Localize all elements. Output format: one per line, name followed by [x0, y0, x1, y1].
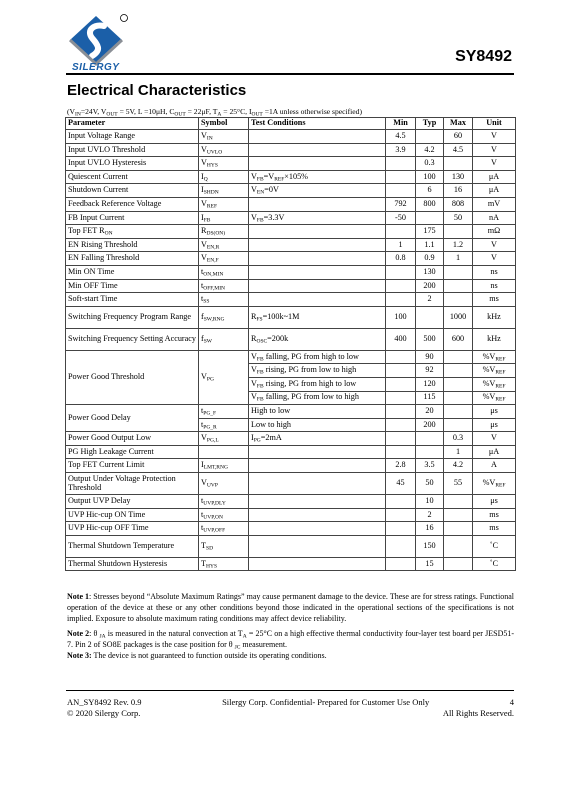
param-cell: Thermal Shutdown Temperature — [66, 535, 199, 557]
unit-cell: ms — [473, 293, 516, 307]
max-cell — [444, 377, 473, 391]
max-cell — [444, 557, 473, 571]
unit-cell: V — [473, 252, 516, 266]
electrical-characteristics-table — [65, 117, 516, 571]
typ-cell: 92 — [416, 364, 444, 378]
max-cell — [444, 364, 473, 378]
condition-cell: Low to high — [249, 418, 386, 432]
condition-cell: $R_{FS}=100k\sim 1M$ — [249, 306, 386, 328]
min-cell — [386, 418, 416, 432]
min-cell: 100 — [386, 306, 416, 328]
condition-cell — [249, 238, 386, 252]
condition-cell: $V_{FB}$ rising, PG from low to high — [249, 364, 386, 378]
param-cell: Input UVLO Hysteresis — [66, 157, 199, 171]
condition-cell: $R_{OSC}=200k$ — [249, 328, 386, 350]
typ-cell — [416, 432, 444, 446]
max-cell — [444, 225, 473, 239]
param-cell: Top FET Current Limit — [66, 459, 199, 473]
symbol-cell: $f_{SW}$ — [199, 328, 249, 350]
min-cell: 2.8 — [386, 459, 416, 473]
max-cell: 55 — [444, 473, 473, 495]
symbol-cell: $V_{EN,R}$ — [199, 238, 249, 252]
typ-cell: 15 — [416, 557, 444, 571]
typ-cell: 0.3 — [416, 157, 444, 171]
typ-cell: 150 — [416, 535, 444, 557]
condition-cell — [249, 473, 386, 495]
unit-cell: ˚C — [473, 535, 516, 557]
param-cell: UVP Hic-cup OFF Time — [66, 522, 199, 536]
typ-cell — [416, 306, 444, 328]
note-2: Note 2: θ $_{JA}$ is measured in the natural convection at $T_A = 25^\circ C$ on a high effective thermal conductivity four-layer test board per JESD51-7. Pin 2 of SO8E packages is the case position for θ $_{JC}$ measurement. — [67, 629, 515, 651]
max-cell — [444, 293, 473, 307]
table-row — [66, 293, 516, 307]
unit-cell: $\%V_{REF}$ — [473, 350, 516, 364]
min-cell — [386, 522, 416, 536]
min-cell: 400 — [386, 328, 416, 350]
table-row — [66, 197, 516, 211]
table-row — [66, 557, 516, 571]
table-row — [66, 350, 516, 364]
col-header-parameter: Parameter — [66, 118, 199, 130]
unit-cell: μA — [473, 184, 516, 198]
max-cell: 1.2 — [444, 238, 473, 252]
page-footer — [67, 697, 514, 719]
table-header-row — [66, 118, 516, 130]
min-cell: 45 — [386, 473, 416, 495]
unit-cell: nA — [473, 211, 516, 225]
min-cell — [386, 279, 416, 293]
param-cell: EN Falling Threshold — [66, 252, 199, 266]
condition-cell: $V_{FB}$ falling, PG from low to high — [249, 391, 386, 405]
unit-cell: kHz — [473, 306, 516, 328]
symbol-cell: $V_{UVLO}$ — [199, 143, 249, 157]
symbol-cell: $t_{PG\_F}$ — [199, 405, 249, 419]
max-cell: 1 — [444, 445, 473, 459]
unit-cell: $\%V_{REF}$ — [473, 377, 516, 391]
typ-cell: 4.2 — [416, 143, 444, 157]
unit-cell: kHz — [473, 328, 516, 350]
condition-cell — [249, 265, 386, 279]
param-cell: Input UVLO Threshold — [66, 143, 199, 157]
max-cell: 130 — [444, 170, 473, 184]
typ-cell: 120 — [416, 377, 444, 391]
table-row — [66, 432, 516, 446]
typ-cell: 175 — [416, 225, 444, 239]
footer-rule — [66, 690, 514, 691]
param-cell: Power Good Delay — [66, 405, 199, 432]
min-cell — [386, 445, 416, 459]
param-cell: Switching Frequency Setting Accuracy — [66, 328, 199, 350]
max-cell: 60 — [444, 130, 473, 144]
unit-cell: $\%V_{REF}$ — [473, 473, 516, 495]
symbol-cell: $T_{HYS}$ — [199, 557, 249, 571]
min-cell — [386, 293, 416, 307]
doc-id: AN_SY8492 Rev. 0.9 — [67, 697, 142, 707]
condition-cell — [249, 535, 386, 557]
col-header-conditions: Test Conditions — [249, 118, 386, 130]
unit-cell: ns — [473, 265, 516, 279]
page-number: 4 — [509, 697, 514, 707]
table-row — [66, 405, 516, 419]
symbol-cell: $V_{PG}$ — [199, 350, 249, 404]
min-cell — [386, 557, 416, 571]
condition-cell: $V_{FB}=V_{REF}\times 105\%$ — [249, 170, 386, 184]
param-cell: EN Rising Threshold — [66, 238, 199, 252]
table-row — [66, 445, 516, 459]
param-cell: Top FET $R_{ON}$ — [66, 225, 199, 239]
symbol-cell: $V_{UVP}$ — [199, 473, 249, 495]
max-cell — [444, 535, 473, 557]
table-row — [66, 265, 516, 279]
col-header-min: Min — [386, 118, 416, 130]
unit-cell: μA — [473, 445, 516, 459]
symbol-cell: $I_{LMT,RNG}$ — [199, 459, 249, 473]
param-cell: FB Input Current — [66, 211, 199, 225]
col-header-symbol: Symbol — [199, 118, 249, 130]
unit-cell: ns — [473, 279, 516, 293]
param-cell: Quiescent Current — [66, 170, 199, 184]
test-conditions-line: ($V_{IN}=24V$, $V_{OUT} = 5V$, L =10μH, $C_{OUT} = 22\mu F$, $T_A = 25^\circ C$, $I_{OUT} =1A$ unless otherwise specified) — [67, 107, 362, 118]
min-cell: 0.8 — [386, 252, 416, 266]
table-row — [66, 459, 516, 473]
min-cell — [386, 377, 416, 391]
copyright: © 2020 Silergy Corp. — [67, 708, 141, 718]
param-cell: PG High Leakage Current — [66, 445, 199, 459]
typ-cell — [416, 130, 444, 144]
unit-cell: mV — [473, 197, 516, 211]
condition-cell — [249, 557, 386, 571]
part-number: SY8492 — [455, 48, 512, 65]
typ-cell: 10 — [416, 495, 444, 509]
min-cell — [386, 391, 416, 405]
condition-cell: $V_{FB}$ rising, PG from high to low — [249, 377, 386, 391]
param-cell: Power Good Threshold — [66, 350, 199, 404]
max-cell — [444, 405, 473, 419]
condition-cell — [249, 445, 386, 459]
unit-cell: ms — [473, 508, 516, 522]
note-1: Note 1: Stresses beyond “Absolute Maximum Ratings” may cause permanent damage to the device. These are for stress ratings. Functional operation of the device at these or any other conditions beyond those indicated in the operational sections of the specifications is not implied. Exposure to absolute maximum rating conditions may affect device reliability. — [67, 592, 515, 623]
condition-cell — [249, 495, 386, 509]
condition-cell: $I_{PG}=2mA$ — [249, 432, 386, 446]
header-rule — [66, 73, 514, 75]
col-header-max: Max — [444, 118, 473, 130]
table-row — [66, 238, 516, 252]
typ-cell: 200 — [416, 418, 444, 432]
max-cell — [444, 508, 473, 522]
table-row — [66, 157, 516, 171]
typ-cell: 500 — [416, 328, 444, 350]
condition-cell: $V_{FB}$ falling, PG from high to low — [249, 350, 386, 364]
min-cell: 4.5 — [386, 130, 416, 144]
min-cell: 1 — [386, 238, 416, 252]
section-title: Electrical Characteristics — [67, 82, 247, 99]
symbol-cell: $V_{PG,L}$ — [199, 432, 249, 446]
max-cell: 600 — [444, 328, 473, 350]
condition-cell — [249, 508, 386, 522]
unit-cell: A — [473, 459, 516, 473]
unit-cell: ˚C — [473, 557, 516, 571]
max-cell: 1000 — [444, 306, 473, 328]
table-row — [66, 211, 516, 225]
typ-cell: 3.5 — [416, 459, 444, 473]
min-cell — [386, 432, 416, 446]
max-cell: 4.2 — [444, 459, 473, 473]
symbol-cell: $t_{UVP,DLY}$ — [199, 495, 249, 509]
col-header-typ: Typ — [416, 118, 444, 130]
table-row — [66, 279, 516, 293]
min-cell — [386, 535, 416, 557]
max-cell: 808 — [444, 197, 473, 211]
max-cell — [444, 157, 473, 171]
param-cell: Output Under Voltage Protection Threshold — [66, 473, 199, 495]
max-cell: 4.5 — [444, 143, 473, 157]
typ-cell: 90 — [416, 350, 444, 364]
max-cell — [444, 391, 473, 405]
typ-cell — [416, 211, 444, 225]
unit-cell: V — [473, 432, 516, 446]
symbol-cell: $t_{OFF,MIN}$ — [199, 279, 249, 293]
min-cell — [386, 364, 416, 378]
max-cell — [444, 350, 473, 364]
unit-cell: V — [473, 130, 516, 144]
min-cell: 792 — [386, 197, 416, 211]
unit-cell: V — [473, 238, 516, 252]
condition-cell — [249, 197, 386, 211]
typ-cell: 20 — [416, 405, 444, 419]
typ-cell: 200 — [416, 279, 444, 293]
typ-cell: 2 — [416, 508, 444, 522]
typ-cell: 800 — [416, 197, 444, 211]
param-cell: Soft-start Time — [66, 293, 199, 307]
min-cell — [386, 495, 416, 509]
condition-cell — [249, 252, 386, 266]
typ-cell: 16 — [416, 522, 444, 536]
min-cell: 3.9 — [386, 143, 416, 157]
max-cell: 0.3 — [444, 432, 473, 446]
condition-cell: $V_{EN}=0V$ — [249, 184, 386, 198]
brand-name: SILERGY — [72, 62, 120, 73]
min-cell — [386, 225, 416, 239]
note-3: Note 3: The device is not guaranteed to function outside its operating conditions. — [67, 651, 327, 660]
unit-cell: μs — [473, 495, 516, 509]
max-cell: 50 — [444, 211, 473, 225]
condition-cell — [249, 279, 386, 293]
typ-cell: 100 — [416, 170, 444, 184]
symbol-cell: $t_{UVP,OFF}$ — [199, 522, 249, 536]
condition-cell — [249, 130, 386, 144]
typ-cell: 50 — [416, 473, 444, 495]
min-cell — [386, 170, 416, 184]
min-cell — [386, 265, 416, 279]
max-cell — [444, 265, 473, 279]
condition-cell — [249, 293, 386, 307]
unit-cell: μs — [473, 418, 516, 432]
table-row — [66, 252, 516, 266]
condition-cell — [249, 143, 386, 157]
min-cell — [386, 157, 416, 171]
typ-cell: 1.1 — [416, 238, 444, 252]
typ-cell — [416, 445, 444, 459]
typ-cell: 130 — [416, 265, 444, 279]
max-cell — [444, 495, 473, 509]
rights: All Rights Reserved. — [442, 708, 514, 718]
condition-cell — [249, 459, 386, 473]
typ-cell: 115 — [416, 391, 444, 405]
symbol-cell: $V_{EN,F}$ — [199, 252, 249, 266]
symbol-cell — [199, 445, 249, 459]
condition-cell — [249, 225, 386, 239]
condition-cell: High to low — [249, 405, 386, 419]
param-cell: Feedback Reference Voltage — [66, 197, 199, 211]
table-row — [66, 473, 516, 495]
unit-cell: μs — [473, 405, 516, 419]
param-cell: Min ON Time — [66, 265, 199, 279]
symbol-cell: $t_{UVP,ON}$ — [199, 508, 249, 522]
min-cell: -50 — [386, 211, 416, 225]
symbol-cell: $V_{IN}$ — [199, 130, 249, 144]
condition-cell — [249, 157, 386, 171]
table-row — [66, 225, 516, 239]
symbol-cell: $T_{SD}$ — [199, 535, 249, 557]
table-row — [66, 143, 516, 157]
symbol-cell: $V_{REF}$ — [199, 197, 249, 211]
typ-cell: 0.9 — [416, 252, 444, 266]
unit-cell: μA — [473, 170, 516, 184]
unit-cell: V — [473, 157, 516, 171]
symbol-cell: $f_{SW,RNG}$ — [199, 306, 249, 328]
unit-cell: $\%V_{REF}$ — [473, 364, 516, 378]
symbol-cell: $R_{DS(ON)}$ — [199, 225, 249, 239]
max-cell — [444, 522, 473, 536]
typ-cell: 6 — [416, 184, 444, 198]
unit-cell: $\%V_{REF}$ — [473, 391, 516, 405]
param-cell: Power Good Output Low — [66, 432, 199, 446]
symbol-cell: $I_{FB}$ — [199, 211, 249, 225]
param-cell: Switching Frequency Program Range — [66, 306, 199, 328]
confidential-notice: Silergy Corp. Confidential- Prepared for Customer Use Only — [222, 697, 430, 707]
unit-cell: V — [473, 143, 516, 157]
symbol-cell: $I_Q$ — [199, 170, 249, 184]
table-row — [66, 508, 516, 522]
symbol-cell: $t_{PG\_R}$ — [199, 418, 249, 432]
symbol-cell: $I_{SHDN}$ — [199, 184, 249, 198]
table-row — [66, 184, 516, 198]
table-row — [66, 535, 516, 557]
min-cell — [386, 405, 416, 419]
unit-cell: mΩ — [473, 225, 516, 239]
table-row — [66, 522, 516, 536]
table-row — [66, 328, 516, 350]
table-row — [66, 495, 516, 509]
symbol-cell: $V_{HYS}$ — [199, 157, 249, 171]
max-cell: 16 — [444, 184, 473, 198]
table-row — [66, 306, 516, 328]
symbol-cell: $t_{ON,MIN}$ — [199, 265, 249, 279]
unit-cell: ms — [473, 522, 516, 536]
max-cell — [444, 418, 473, 432]
param-cell: Shutdown Current — [66, 184, 199, 198]
typ-cell: 2 — [416, 293, 444, 307]
condition-cell: $V_{FB}=3.3V$ — [249, 211, 386, 225]
param-cell: Thermal Shutdown Hysteresis — [66, 557, 199, 571]
max-cell: 1 — [444, 252, 473, 266]
min-cell — [386, 350, 416, 364]
param-cell: Min OFF Time — [66, 279, 199, 293]
col-header-unit: Unit — [473, 118, 516, 130]
condition-cell — [249, 522, 386, 536]
param-cell: Output UVP Delay — [66, 495, 199, 509]
table-row — [66, 170, 516, 184]
min-cell — [386, 508, 416, 522]
param-cell: UVP Hic-cup ON Time — [66, 508, 199, 522]
max-cell — [444, 279, 473, 293]
symbol-cell: $t_{SS}$ — [199, 293, 249, 307]
param-cell: Input Voltage Range — [66, 130, 199, 144]
table-row — [66, 130, 516, 144]
notes-section — [67, 591, 514, 661]
min-cell — [386, 184, 416, 198]
